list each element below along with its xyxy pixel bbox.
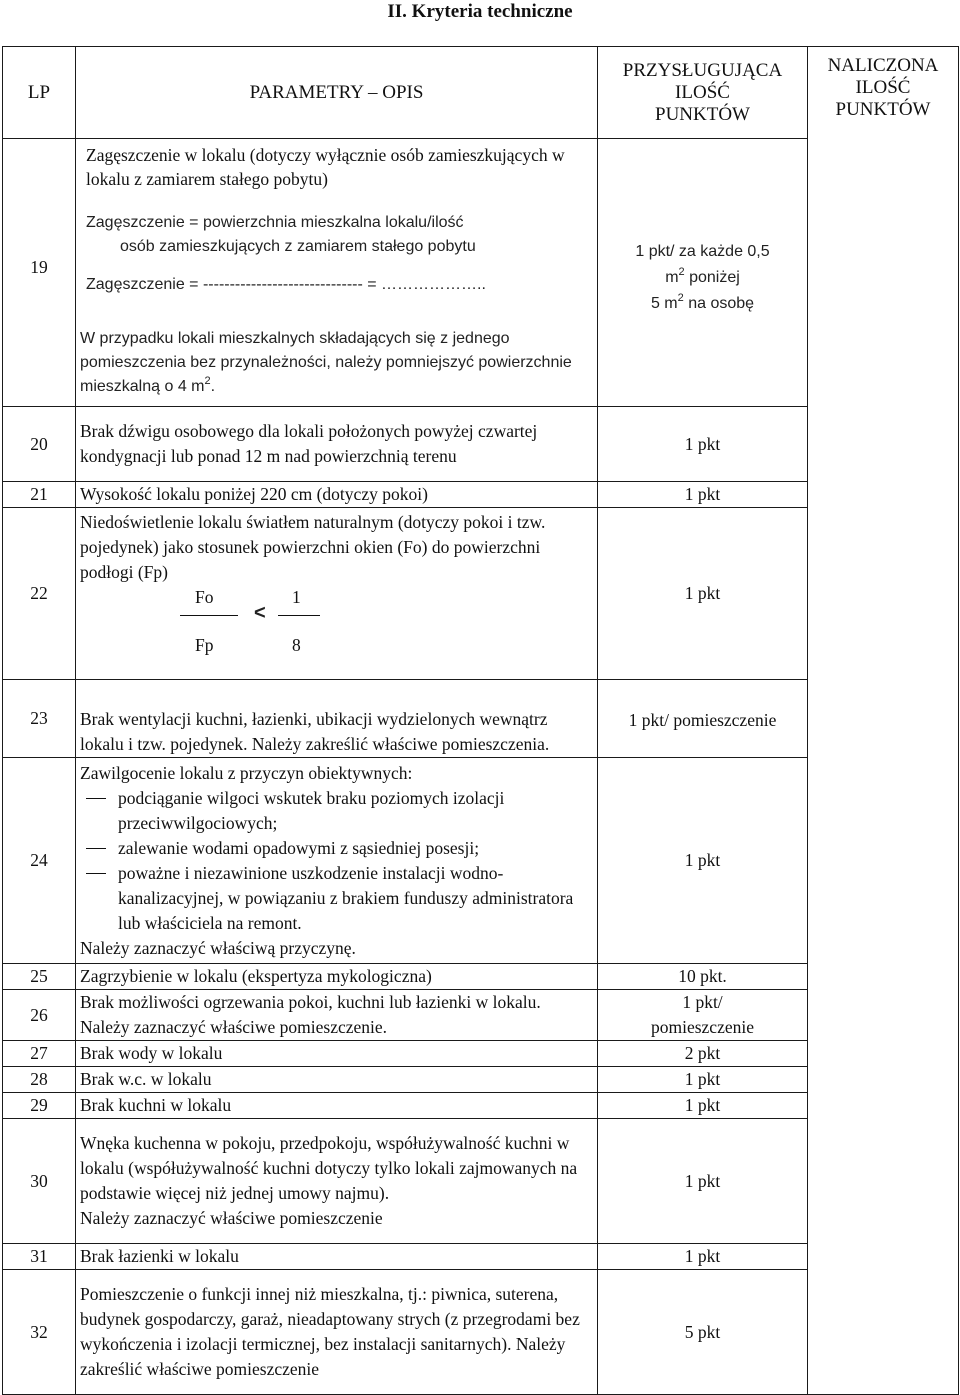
row-description: Brak możliwości ogrzewania pokoi, kuchni lub łazienki w lokalu. Należy zaznaczyć właściwe pomieszczenie. <box>76 990 598 1041</box>
header-lp: LP <box>3 47 76 139</box>
header-przyslugujaca: PRZYSŁUGUJĄCA ILOŚĆ PUNKTÓW <box>598 47 808 139</box>
header-row <box>3 47 959 139</box>
row-points: 2 pkt <box>598 1041 808 1067</box>
row-description: Niedoświetlenie lokalu światłem naturalnym (dotyczy pokoi i tzw. pojedynek) jako stosunek powierzchni okien (Fo) do powierzchni podłogi (Fp) Fo 1 < Fp 8 <box>76 508 598 680</box>
row-description: Wnęka kuchenna w pokoju, przedpokoju, współużywalność kuchni w lokalu (współużywalność kuchni dotyczy tylko lokali zajmowanych na podstawie więcej niż jednej umowy najmu). Należy zaznaczyć właściwe pomieszczenie <box>76 1119 598 1244</box>
row-points: 1 pkt/ za każde 0,5 $m^2$ poniżej 5 $m^2$ na osobę <box>598 139 808 407</box>
row-lp: 31 <box>3 1244 76 1270</box>
row-description: Brak dźwigu osobowego dla lokali położonych powyżej czwartej kondygnacji lub ponad 12 m nad powierzchnią terenu <box>76 407 598 482</box>
row-points: 1 pkt <box>598 407 808 482</box>
row-lp: 22 <box>3 508 76 680</box>
row-points: 1 pkt <box>598 482 808 508</box>
criteria-table <box>2 46 959 1395</box>
row-points: 1 pkt/ pomieszczenie <box>598 990 808 1041</box>
row-lp: 19 <box>3 139 76 407</box>
row-lp: 26 <box>3 990 76 1041</box>
row-points: 1 pkt <box>598 1093 808 1119</box>
row-description: Zawilgocenie lokalu z przyczyn obiektywnych: podciąganie wilgoci wskutek braku poziomych izolacji przeciwwilgociowych; zalewanie wodami opadowymi z sąsiedniej posesji; poważne i niezawinione uszkodzenie instalacji wodno-kanalizacyjnej, w powiązaniu z brakiem funduszy administratora lub właściciela na remont. Należy zaznaczyć właściwą przyczynę. <box>76 758 598 964</box>
list-item: podciąganie wilgoci wskutek braku poziomych izolacji przeciwwilgociowych; <box>80 786 593 836</box>
row-lp: 20 <box>3 407 76 482</box>
row-lp: 32 <box>3 1270 76 1395</box>
row-lp: 29 <box>3 1093 76 1119</box>
row-points: 10 pkt. <box>598 964 808 990</box>
row-lp: 21 <box>3 482 76 508</box>
row-points: 1 pkt <box>598 1119 808 1244</box>
header-parametry: PARAMETRY – OPIS <box>76 47 598 139</box>
row-description: Pomieszczenie o funkcji innej niż mieszkalna, tj.: piwnica, suterena, budynek gospodarczy, garaż, nieadaptowany strych (z przegrodami bez wykończenia i izolacji termicznej, bez instalacji sanitarnych). Należy zakreślić właściwe pomieszczenie <box>76 1270 598 1395</box>
page-title: II. Kryteria techniczne <box>387 1 573 22</box>
row-lp: 25 <box>3 964 76 990</box>
row-description: Brak kuchni w lokalu <box>76 1093 598 1119</box>
list-item: zalewanie wodami opadowymi z sąsiedniej posesji; <box>80 836 593 861</box>
row-description: Brak wentylacji kuchni, łazienki, ubikacji wydzielonych wewnątrz lokalu i tzw. pojedynek. Należy zakreślić właściwe pomieszczenia. <box>76 680 598 758</box>
row-points: 5 pkt <box>598 1270 808 1395</box>
row-points: 1 pkt <box>598 508 808 680</box>
row-points: 1 pkt <box>598 1244 808 1270</box>
list-item: poważne i niezawinione uszkodzenie instalacji wodno-kanalizacyjnej, w powiązaniu z brakiem funduszy administratora lub właściciela na remont. <box>80 861 593 936</box>
row-lp: 30 <box>3 1119 76 1244</box>
fraction-formula: Fo 1 < Fp 8 <box>80 585 593 660</box>
row-points: 1 pkt <box>598 1067 808 1093</box>
row-description: Brak w.c. w lokalu <box>76 1067 598 1093</box>
row-lp: 24 <box>3 758 76 964</box>
row-lp: 27 <box>3 1041 76 1067</box>
row-description: Brak łazienki w lokalu <box>76 1244 598 1270</box>
row-lp: 28 <box>3 1067 76 1093</box>
row-points: 1 pkt/ pomieszczenie <box>598 680 808 758</box>
row-points: 1 pkt <box>598 758 808 964</box>
row-description: Wysokość lokalu poniżej 220 cm (dotyczy pokoi) <box>76 482 598 508</box>
row-description: Zagrzybienie w lokalu (ekspertyza mykologiczna) <box>76 964 598 990</box>
row-description: Brak wody w lokalu <box>76 1041 598 1067</box>
row-description: Zagęszczenie w lokalu (dotyczy wyłącznie osób zamieszkujących w lokalu z zamiarem stałego pobytu) Zagęszczenie = powierzchnia mieszkalna lokalu/ilość osób zamieszkujących z zamiarem stałego pobytu Zagęszczenie = ------------------------------ = ……………….. W przypadku lokali mieszkalnych składających się z jednego pomieszczenia bez przynależności, należy pomniejszyć powierzchnie mieszkalną o 4 $m^2$. <box>76 139 598 407</box>
row-lp: 23 <box>3 680 76 758</box>
header-naliczona: NALICZONA ILOŚĆ PUNKTÓW <box>808 47 959 1395</box>
